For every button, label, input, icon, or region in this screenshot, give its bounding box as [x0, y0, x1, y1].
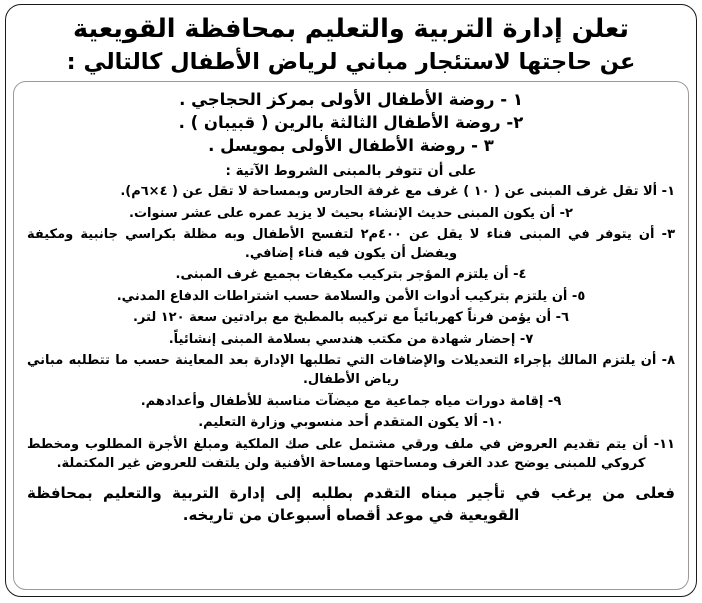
condition-list-item	[27, 393, 675, 412]
condition-item-number: ٥-	[571, 288, 586, 304]
header-title-line-2: عن حاجتها لاستئجار مباني لرياض الأطفال كالتالي :	[66, 49, 636, 76]
condition-item-number: ٤-	[513, 267, 527, 283]
kindergarten-item-number: ٢-	[506, 113, 524, 133]
condition-item-number: ١٠-	[482, 415, 504, 431]
kindergarten-list-item	[27, 89, 675, 112]
kindergarten-list	[27, 89, 675, 157]
kindergarten-item-number: ١ -	[500, 90, 523, 110]
conditions-list	[27, 181, 675, 474]
condition-list-item	[27, 309, 675, 328]
condition-list-item	[27, 352, 675, 390]
announcement-header	[13, 10, 689, 81]
condition-item-text: أن يكون المبنى حديث الإنشاء بحيث لا يزيد عمره على عشر سنوات.	[129, 205, 556, 221]
kindergarten-list-item	[27, 135, 675, 158]
condition-item-text: أن يلتزم بتركيب أدوات الأمن والسلامة حسب اشتراطات الدفاع المدني.	[116, 288, 568, 304]
announcement-body-frame	[13, 81, 689, 590]
condition-item-number: ٢-	[559, 205, 573, 221]
condition-list-item	[27, 266, 675, 285]
condition-item-number: ٧-	[519, 331, 534, 347]
kindergarten-item-number: ٣ -	[471, 135, 494, 155]
kindergarten-list-item	[27, 112, 675, 135]
condition-item-number: ٩-	[547, 393, 562, 409]
kindergarten-item-text: روضة الأطفال الثالثة بالرين ( قبيبان ) .	[178, 113, 501, 133]
condition-item-number: ٨-	[661, 353, 676, 369]
condition-item-number: ١-	[661, 184, 675, 200]
condition-item-text: أن يلتزم المالك بإجراء التعديلات والإضافات التي تطلبها الإدارة بعد المعاينة حسب ما تتطلبه مباني رياض الأطفال.	[27, 353, 657, 388]
condition-list-item	[27, 414, 675, 433]
condition-list-item	[27, 226, 675, 264]
condition-item-text: ألا تقل غرف المبنى عن ( ١٠ ) غرف مع غرفة الحارس وبمساحة لا تقل عن ( ٤×٦م).	[120, 184, 658, 200]
condition-list-item	[27, 183, 675, 202]
kindergarten-item-text: روضة الأطفال الأولى بمويسل .	[208, 135, 466, 155]
condition-list-item	[27, 205, 675, 224]
condition-item-text: إقامة دورات مياه جماعية مع ميضآت مناسبة للأطفال وأعدادهم.	[140, 393, 544, 409]
kindergarten-item-text: روضة الأطفال الأولى بمركز الحجاجي .	[179, 90, 495, 110]
condition-item-text: إحضار شهادة من مكتب هندسي بسلامة المبنى إنشائياً.	[168, 331, 516, 347]
condition-item-number: ٦-	[555, 310, 570, 326]
condition-item-text: ألا يكون المتقدم أحد منسوبي وزارة التعليم.	[198, 415, 478, 431]
header-title-line-1: تعلن إدارة التربية والتعليم بمحافظة القويعية	[73, 14, 629, 44]
condition-item-number: ١١-	[653, 436, 675, 452]
condition-item-text: أن يتم تقديم العروض في ملف ورقي مشتمل على صك الملكية ومبلغ الأجرة المطلوب ومخطط كروكي للمبنى يوضح عدد الغرف ومساحتها ومساحة الأفنية ولن يلتفت للعروض غير المكتملة.	[27, 436, 648, 471]
condition-item-text: أن يلتزم المؤجر بتركيب مكيفات بجميع غرف المبنى.	[175, 267, 509, 283]
closing-paragraph: فعلى من يرغب في تأجير مبناه التقدم بطلبه إلى إدارة التربية والتعليم بمحافظة القويعية في موعد أقصاه أسبوعان من تاريخه.	[27, 483, 675, 524]
outer-border-frame	[5, 4, 697, 597]
condition-item-number: ٣-	[661, 227, 675, 243]
condition-list-item	[27, 436, 675, 474]
condition-item-text: أن يؤمن فرناً كهربائياً مع تركيبه بالمطبخ مع برادتين سعة ١٢٠ لتر.	[132, 310, 552, 326]
condition-list-item	[27, 288, 675, 307]
condition-item-text: أن يتوفر في المبنى فناء لا يقل عن ٤٠٠م٢ لتفسح الأطفال وبه مظلة بكراسي جانبية ومكيفة ويفضل أن يكون فيه فناء إضافي.	[27, 227, 655, 261]
conditions-intro-text: على أن تتوفر بالمبنى الشروط الآتية :	[225, 162, 477, 179]
condition-list-item	[27, 331, 675, 350]
